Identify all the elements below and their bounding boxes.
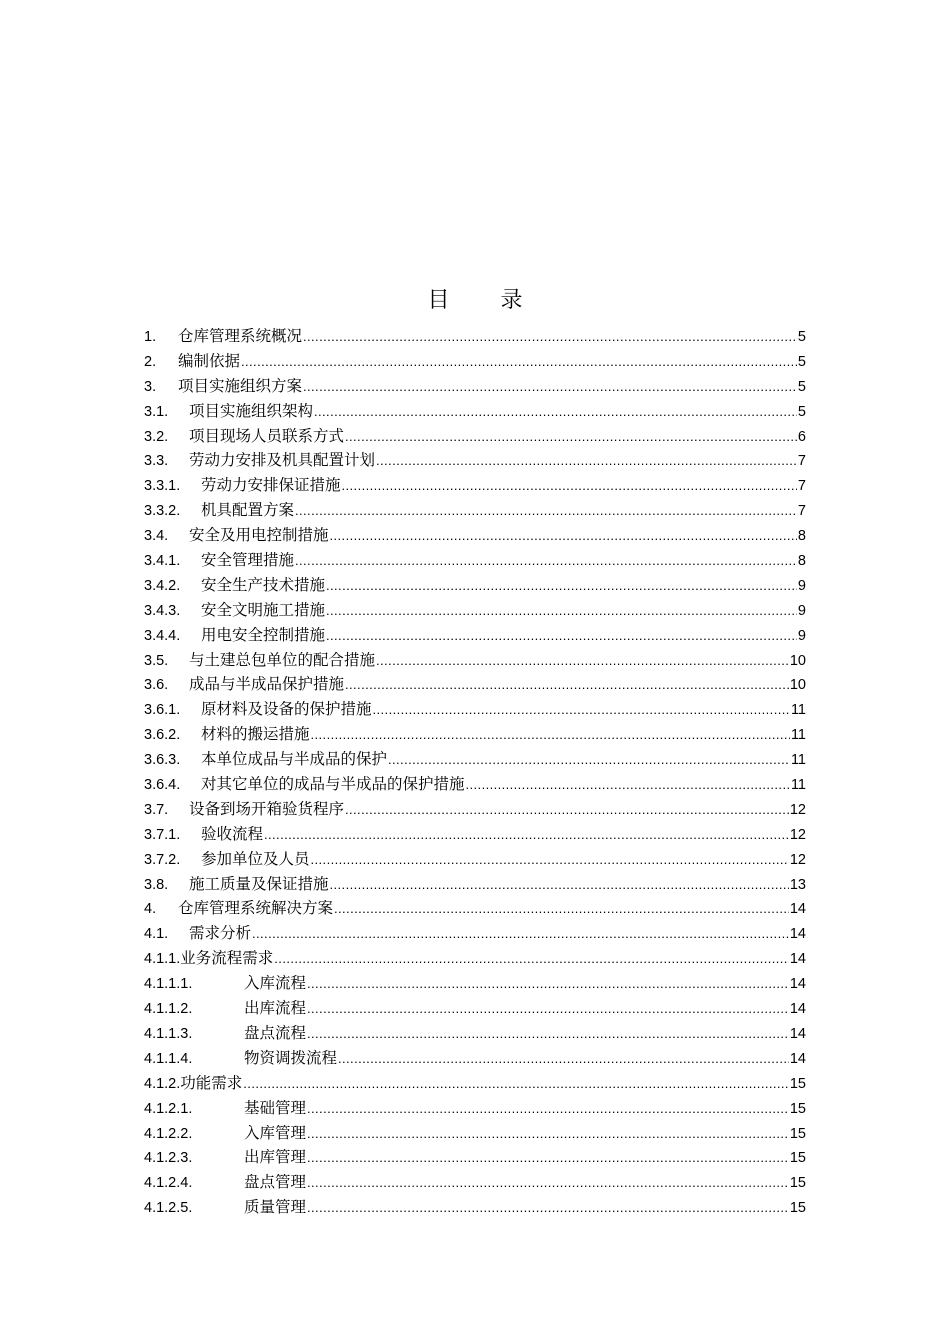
toc-entry-page: 14 [789, 951, 806, 968]
toc-entry[interactable] [144, 374, 806, 399]
toc-entry[interactable] [144, 424, 806, 449]
toc-entry-page: 6 [797, 428, 806, 445]
toc-entry-title: 业务流程需求 [180, 949, 274, 968]
toc-entry-title: 对其它单位的成品与半成品的保护措施 [201, 775, 465, 794]
toc-entry[interactable] [144, 772, 806, 797]
toc-entry[interactable] [144, 872, 806, 897]
toc-entry[interactable] [144, 996, 806, 1021]
toc-entry-title: 出库流程 [244, 999, 307, 1018]
toc-entry-number: 4.1.2. [144, 1075, 181, 1092]
toc-entry[interactable] [144, 672, 806, 697]
toc-entry-title: 仓库管理系统解决方案 [178, 899, 334, 918]
toc-entry[interactable] [144, 498, 806, 523]
toc-dot-leader [326, 624, 797, 648]
toc-entry[interactable] [144, 573, 806, 598]
toc-dot-leader [466, 773, 790, 797]
toc-entry-number: 1. [144, 329, 157, 345]
toc-entry-title: 仓库管理系统概况 [178, 327, 303, 345]
toc-entry-title: 编制依据 [178, 351, 241, 370]
toc-entry-title: 机具配置方案 [201, 501, 295, 520]
toc-entry-number: 3.6.2. [144, 727, 181, 744]
toc-entry-number: 4.1.1.1. [144, 976, 193, 993]
toc-dot-leader [326, 599, 797, 623]
toc-entry-number: 3.1. [144, 403, 169, 420]
toc-dot-leader [295, 549, 797, 573]
toc-entry-number: 3.2. [144, 428, 169, 445]
toc-entry-title: 盘点流程 [244, 1023, 307, 1042]
toc-entry-title: 与土建总包单位的配合措施 [189, 650, 376, 669]
toc-dot-leader [307, 1171, 789, 1195]
toc-entry-title: 需求分析 [189, 924, 252, 943]
toc-entry-number: 4.1.2.3. [144, 1150, 193, 1167]
toc-entry-number: 3.7.1. [144, 826, 181, 843]
toc-entry-page: 14 [789, 901, 806, 918]
toc-entry-number: 4.1.1.4. [144, 1050, 193, 1067]
toc-entry[interactable] [144, 473, 806, 498]
toc-entry-page: 11 [790, 702, 806, 719]
toc-entry-number: 3.4.2. [144, 577, 181, 594]
toc-entry-page: 15 [789, 1175, 806, 1192]
toc-entry-number: 3.4. [144, 528, 169, 545]
toc-entry[interactable] [144, 523, 806, 548]
toc-dot-leader [307, 1146, 789, 1170]
toc-entry-page: 5 [797, 353, 806, 370]
toc-dot-leader [338, 1047, 789, 1071]
toc-dot-leader [376, 649, 789, 673]
toc-entry-number: 4.1.2.4. [144, 1175, 193, 1192]
toc-entry-number: 3.7.2. [144, 851, 181, 868]
toc-entry[interactable] [144, 1170, 806, 1195]
toc-entry-number: 4.1.1. [144, 951, 181, 968]
toc-entry-number: 3.4.1. [144, 553, 181, 570]
toc-entry-page: 15 [789, 1125, 806, 1142]
toc-dot-leader [311, 848, 789, 872]
toc-entry-page: 11 [790, 727, 806, 744]
toc-dot-leader [314, 400, 797, 424]
toc-dot-leader [295, 499, 797, 523]
toc-entry-number: 4. [144, 901, 157, 918]
toc-entry[interactable] [144, 349, 806, 374]
toc-entry-number: 3.4.4. [144, 627, 181, 644]
toc-entry-title: 成品与半成品保护措施 [189, 675, 345, 694]
toc-entry[interactable] [144, 722, 806, 747]
toc-entry-title: 本单位成品与半成品的保护 [201, 750, 388, 769]
toc-entry-title: 参加单位及人员 [201, 849, 310, 868]
toc-entry-title: 项目实施组织方案 [178, 376, 303, 395]
toc-entry-page: 7 [797, 478, 806, 495]
toc-entry[interactable] [144, 822, 806, 847]
toc-dot-leader [345, 425, 797, 449]
toc-entry-title: 质量管理 [244, 1198, 307, 1217]
toc-dot-leader [307, 972, 789, 996]
toc-entry[interactable] [144, 697, 806, 722]
toc-dot-leader [388, 748, 790, 772]
toc-entry-number: 3.6.4. [144, 777, 181, 794]
toc-entry[interactable] [144, 921, 806, 946]
toc-entry-title: 入库管理 [244, 1123, 307, 1142]
toc-entry-title: 物资调拨流程 [244, 1048, 338, 1067]
toc-dot-leader [373, 698, 790, 722]
toc-entry-page: 10 [789, 677, 806, 694]
toc-entry[interactable] [144, 1195, 806, 1220]
toc-entry[interactable] [144, 971, 806, 996]
toc-entry-title: 功能需求 [180, 1073, 243, 1092]
toc-entry-title: 用电安全控制措施 [201, 625, 326, 644]
toc-entry[interactable] [144, 598, 806, 623]
toc-entry-page: 14 [789, 1001, 806, 1018]
toc-entry-number: 3.3.2. [144, 503, 181, 520]
toc-entry-page: 14 [789, 976, 806, 993]
toc-entry-number: 3.4.3. [144, 602, 181, 619]
toc-entry-title: 安全及用电控制措施 [189, 526, 329, 545]
toc-entry-title: 安全文明施工措施 [201, 600, 326, 619]
toc-entry-page: 9 [797, 577, 806, 594]
toc-list [144, 324, 806, 1220]
toc-entry-page: 12 [789, 851, 806, 868]
toc-entry[interactable] [144, 1121, 806, 1146]
toc-entry-title: 项目实施组织架构 [189, 401, 314, 420]
toc-entry-page: 13 [789, 876, 806, 893]
toc-entry-title: 设备到场开箱验货程序 [189, 799, 345, 818]
toc-entry-title: 项目现场人员联系方式 [189, 426, 345, 445]
toc-entry-title: 劳动力安排保证措施 [201, 476, 341, 495]
toc-entry-number: 3.6. [144, 677, 169, 694]
toc-dot-leader [241, 350, 797, 374]
toc-entry-title: 基础管理 [244, 1098, 307, 1117]
toc-dot-leader [345, 798, 789, 822]
toc-entry-page: 9 [797, 602, 806, 619]
toc-dot-leader [307, 1022, 789, 1046]
toc-entry-page: 5 [797, 403, 806, 420]
toc-entry-number: 2. [144, 353, 157, 370]
toc-dot-leader [342, 474, 797, 498]
toc-dot-leader [243, 1072, 789, 1096]
toc-entry-number: 3.3.1. [144, 478, 181, 495]
toc-entry[interactable] [144, 548, 806, 573]
toc-entry-page: 15 [789, 1100, 806, 1117]
toc-dot-leader [334, 897, 789, 921]
toc-entry-number: 3.6.1. [144, 702, 181, 719]
toc-entry-title: 入库流程 [244, 974, 307, 993]
toc-entry-page: 15 [789, 1200, 806, 1217]
toc-entry[interactable] [144, 1046, 806, 1071]
toc-entry-number: 4.1.2.1. [144, 1100, 193, 1117]
toc-entry[interactable] [144, 1145, 806, 1170]
toc-dot-leader [307, 1097, 789, 1121]
toc-dot-leader [274, 947, 789, 971]
toc-entry-number: 4.1.1.2. [144, 1001, 193, 1018]
toc-entry-page: 8 [797, 553, 806, 570]
toc-dot-leader [330, 873, 789, 897]
toc-entry-page: 7 [797, 453, 806, 470]
toc-entry-title: 施工质量及保证措施 [189, 874, 329, 893]
toc-entry-title: 原材料及设备的保护措施 [201, 700, 372, 719]
toc-entry-title: 出库管理 [244, 1148, 307, 1167]
toc-entry[interactable] [144, 1021, 806, 1046]
toc-dot-leader [307, 1196, 789, 1220]
toc-entry-page: 11 [790, 777, 806, 794]
toc-entry-number: 4.1.2.5. [144, 1200, 193, 1217]
toc-entry-number: 4.1.1.3. [144, 1025, 193, 1042]
toc-entry-page: 9 [797, 627, 806, 644]
toc-entry-title: 安全生产技术措施 [201, 575, 326, 594]
toc-dot-leader [376, 449, 797, 473]
toc-entry[interactable] [144, 1096, 806, 1121]
toc-entry-title: 安全管理措施 [201, 551, 295, 570]
toc-dot-leader [307, 1122, 789, 1146]
toc-entry-page: 12 [789, 826, 806, 843]
toc-entry[interactable] [144, 648, 806, 673]
toc-entry-number: 3. [144, 378, 157, 395]
toc-entry-page: 15 [789, 1150, 806, 1167]
toc-dot-leader [303, 375, 797, 399]
toc-entry-number: 3.3. [144, 453, 169, 470]
toc-entry-page: 15 [789, 1075, 806, 1092]
toc-entry-page: 7 [797, 503, 806, 520]
toc-entry[interactable] [144, 1071, 806, 1096]
toc-entry-number: 3.8. [144, 876, 169, 893]
toc-entry[interactable] [144, 324, 806, 349]
toc-entry-page: 14 [789, 926, 806, 943]
toc-entry-page: 14 [789, 1025, 806, 1042]
toc-entry[interactable] [144, 623, 806, 648]
toc-entry-page: 12 [789, 801, 806, 818]
toc-dot-leader [345, 673, 789, 697]
toc-entry[interactable] [144, 797, 806, 822]
toc-entry-page: 5 [797, 329, 806, 345]
toc-title: 目 录 [427, 288, 545, 313]
toc-entry-page: 5 [797, 378, 806, 395]
toc-entry-number: 3.7. [144, 801, 169, 818]
toc-entry-title: 验收流程 [201, 824, 264, 843]
toc-entry-number: 3.6.3. [144, 752, 181, 769]
toc-dot-leader [264, 823, 789, 847]
toc-dot-leader [252, 922, 789, 946]
toc-dot-leader [326, 574, 797, 598]
toc-dot-leader [311, 723, 790, 747]
toc-entry[interactable] [144, 847, 806, 872]
toc-entry-title: 材料的搬运措施 [201, 725, 310, 744]
toc-entry[interactable] [144, 399, 806, 424]
toc-entry-number: 4.1. [144, 926, 169, 943]
toc-entry[interactable] [144, 946, 806, 971]
toc-entry-number: 4.1.2.2. [144, 1125, 193, 1142]
toc-entry-number: 3.5. [144, 652, 169, 669]
toc-entry-page: 14 [789, 1050, 806, 1067]
toc-dot-leader [307, 997, 789, 1021]
toc-entry-page: 10 [789, 652, 806, 669]
toc-dot-leader [330, 524, 797, 548]
toc-entry[interactable] [144, 448, 806, 473]
toc-dot-leader [303, 325, 797, 349]
toc-entry[interactable] [144, 896, 806, 921]
toc-entry-title: 劳动力安排及机具配置计划 [189, 451, 376, 470]
toc-entry-page: 11 [790, 752, 806, 769]
toc-entry-title: 盘点管理 [244, 1173, 307, 1192]
toc-entry-page: 8 [797, 528, 806, 545]
toc-entry[interactable] [144, 747, 806, 772]
